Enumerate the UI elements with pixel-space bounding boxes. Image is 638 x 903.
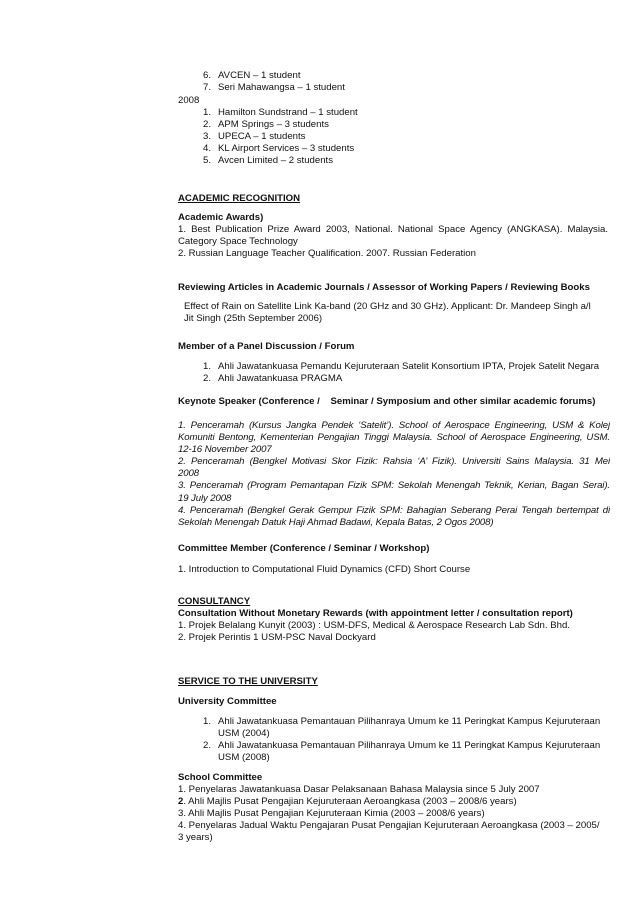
list-text: APM Springs – 3 students <box>218 119 329 131</box>
school-item-4-line-1: 4. Penyelaras Jadual Waktu Pengajaran Pusat Pengajian Kejuruteraan Aeroangkasa (2003 – 2005/ <box>178 820 600 832</box>
keynote-line: 12-16 November 2007 <box>178 444 272 456</box>
subheading-school-committee: School Committee <box>178 772 263 783</box>
list-text: Ahli Jawatankuasa Pemantauan Pilihanraya Umum ke 11 Peringkat Kampus Kejuruteraan USM (2008) <box>218 740 601 764</box>
subheading-university-committee: University Committee <box>178 696 277 707</box>
list-number: 6. <box>202 70 211 81</box>
school-item-2-text: . Ahli Majlis Pusat Pengajian Kejuruteraan Aeroangkasa (2003 – 2008/6 years) <box>183 796 517 808</box>
list-item <box>178 143 608 155</box>
consultancy-item-1: 1. Projek Belalang Kunyit (2003) : USM-DFS, Medical & Aerospace Research Lab Sdn. Bhd. <box>178 620 570 632</box>
university-committee-list <box>178 716 608 764</box>
reviewing-line-2: Jit Singh (25th September 2006) <box>184 313 323 325</box>
keynote-list <box>178 420 610 529</box>
school-item-2-number: 2 <box>178 796 184 808</box>
list-text: UPECA – 1 students <box>218 131 306 143</box>
school-item-2 <box>178 796 608 808</box>
list-text: Ahli Jawatankuasa PRAGMA <box>218 373 343 385</box>
consultancy-section <box>178 596 608 644</box>
list-text: Ahli Jawatankuasa Pemandu Kejuruteraan Satelit Konsortium IPTA, Projek Satelit Negara <box>218 361 600 372</box>
keynote-line: 4. Penceramah (Bengkel Gerak Gempur Fizik SPM: Bahagian Seberang Perai Tengah bertempat di <box>178 504 610 516</box>
list-text: AVCEN – 1 student <box>218 70 301 81</box>
list-text: Hamilton Sundstrand – 1 student <box>218 107 358 119</box>
subheading-panel-discussion: Member of a Panel Discussion / Forum <box>178 341 355 352</box>
subheading-keynote-speaker: Keynote Speaker (Conference / Seminar / Symposium and other similar academic forums) <box>178 396 596 407</box>
reviewing-line-1: Effect of Rain on Satellite Link Ka-band (20 GHz and 30 GHz). Applicant: Dr. Mandeep Singh a/l <box>184 301 591 312</box>
keynote-line: 3. Penceramah (Program Pemantapan Fizik SPM: Sekolah Menengah Teknik, Kerian, Bagan Serai). <box>178 480 610 492</box>
list-number: 1. <box>202 716 211 727</box>
section-heading-academic-recognition: ACADEMIC RECOGNITION <box>178 193 301 204</box>
subheading-reviewing-articles: Reviewing Articles in Academic Journals / Assessor of Working Papers / Reviewing Books <box>178 282 590 293</box>
keynote-line: 1. Penceramah (Kursus Jangka Pendek ‘Satelit’). School of Aerospace Engineering, USM & Kolej <box>178 420 610 431</box>
list-item <box>178 716 608 740</box>
award-1-line-1: 1. Best Publication Prize Award 2003, National. National Space Agency (ANGKASA). Malaysia. <box>178 224 608 236</box>
keynote-line: 19 July 2008 <box>178 492 232 504</box>
school-item-4-line-2: 3 years) <box>178 832 213 844</box>
award-2: 2. Russian Language Teacher Qualification. 2007. Russian Federation <box>178 248 476 260</box>
consultancy-item-2: 2. Projek Perintis 1 USM-PSC Naval Dockyard <box>178 632 376 644</box>
list-number: 3. <box>202 131 211 143</box>
subheading-academic-awards: Academic Awards) <box>178 212 264 223</box>
list-number: 1. <box>202 361 211 372</box>
subheading-committee-member: Committee Member (Conference / Seminar / Workshop) <box>178 543 430 554</box>
year-heading: 2008 <box>178 95 200 106</box>
award-1-line-2: Category Space Technology <box>178 236 298 248</box>
list-item <box>178 70 608 82</box>
academic-awards <box>178 212 608 260</box>
school-item-3: 3. Ahli Majlis Pusat Pengajian Kejuruteraan Kimia (2003 – 2008/6 years) <box>178 808 485 820</box>
section-heading-consultancy: CONSULTANCY <box>178 596 251 607</box>
student-list-top <box>178 70 608 94</box>
list-item <box>178 119 608 131</box>
section-heading-service: SERVICE TO THE UNIVERSITY <box>178 676 318 687</box>
committee-item: 1. Introduction to Computational Fluid Dynamics (CFD) Short Course <box>178 564 471 575</box>
list-number: 7. <box>202 82 211 94</box>
list-number: 4. <box>202 143 211 155</box>
list-number: 5. <box>202 155 211 167</box>
school-committee-section <box>178 772 608 845</box>
list-number: 2. <box>202 119 211 131</box>
list-item <box>178 107 608 119</box>
panel-list <box>178 361 608 385</box>
list-item <box>178 131 608 143</box>
school-item-1: 1. Penyelaras Jawatankuasa Dasar Pelaksanaan Bahasa Malaysia since 5 July 2007 <box>178 784 540 796</box>
list-number: 2. <box>202 373 211 385</box>
list-number: 1. <box>202 107 211 119</box>
list-item <box>178 740 608 764</box>
keynote-line: 2008 <box>178 468 199 480</box>
list-number: 2. <box>202 740 211 752</box>
reviewing-entry <box>184 301 614 325</box>
subheading-consultation: Consultation Without Monetary Rewards (with appointment letter / consultation report) <box>178 608 573 620</box>
keynote-line: Komuniti Bentong, Kementerian Pengajian Tinggi Malaysia. School of Aerospace Engineering, USM. <box>178 432 610 444</box>
keynote-line: 2. Penceramah (Bengkel Motivasi Skor Fizik: Rahsia ‘A’ Fizik). Universiti Sains Malaysia. 31 Mei <box>178 456 610 468</box>
list-text: Seri Mahawangsa – 1 student <box>218 82 345 94</box>
list-item <box>178 155 608 167</box>
list-text: Ahli Jawatankuasa Pemantauan Pilihanraya Umum ke 11 Peringkat Kampus Kejuruteraan USM (2004) <box>218 716 601 740</box>
list-text: Avcen Limited – 2 students <box>218 155 334 167</box>
list-item <box>178 373 608 385</box>
keynote-line: Sekolah Menengah Datuk Haji Ahmad Badawi, Kepala Batas, 2 Ogos 2008) <box>178 516 494 528</box>
list-item <box>178 82 608 94</box>
list-item <box>178 361 608 373</box>
year-2008-section <box>178 95 608 168</box>
list-text: KL Airport Services – 3 students <box>218 143 355 155</box>
